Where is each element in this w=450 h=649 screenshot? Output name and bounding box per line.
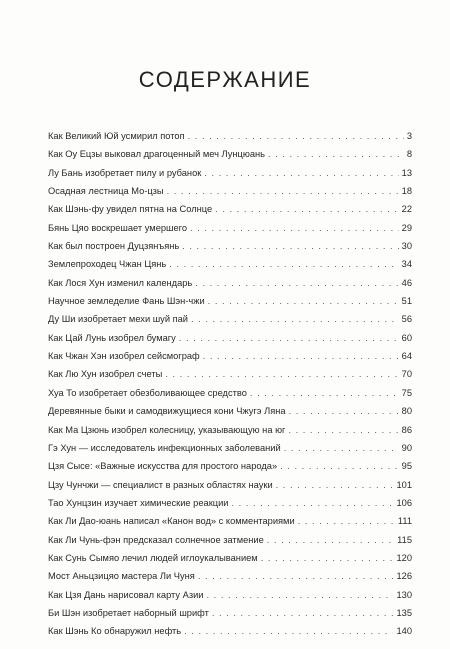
toc-dot-leader [204,164,398,182]
toc-entry-title: Цзя Сысе: «Важные искусства для простого народа» [48,461,278,472]
toc-entry-title: Как Лю Хун изобрел счеты [48,369,163,380]
toc-entry-title: Ду Ши изобретает мехи шуй пай [48,314,188,325]
toc-entry-title: Как был построен Дуцзянъянь [48,241,180,252]
page-title: СОДЕРЖАНИЕ [138,66,312,92]
toc-entry [48,255,412,273]
toc-entry-page-number: 64 [401,351,412,362]
toc-dot-leader [289,402,399,420]
toc-entry [48,494,412,512]
toc-dot-leader [276,476,394,494]
toc-dot-leader [167,182,399,200]
toc-entry-page-number: 75 [401,387,412,398]
toc-entry [48,604,412,622]
toc-dot-leader [198,567,394,585]
toc-entry-page-number: 135 [396,607,412,618]
toc-entry [48,182,412,200]
toc-entry-page-number: 18 [401,186,412,197]
toc-entry [48,421,412,439]
toc-entry [48,402,412,420]
toc-dot-leader [280,457,399,475]
toc-entry [48,622,412,640]
toc-dot-leader [190,219,399,237]
toc-entry-page-number: 140 [396,626,412,637]
toc-entry [48,164,412,182]
toc-entry-title: Научное земледелие Фань Шэн-чжи [48,296,205,307]
table-of-contents [48,127,412,641]
toc-entry [48,439,412,457]
toc-entry-title: Бянь Цяо воскрешает умершего [48,222,188,233]
toc-dot-leader [169,255,398,273]
toc-entry [48,457,412,475]
toc-entry-page-number: 46 [401,277,412,288]
toc-entry-page-number: 30 [401,241,412,252]
toc-dot-leader [208,292,399,310]
toc-dot-leader [188,127,404,145]
toc-entry-page-number: 34 [401,259,412,270]
toc-entry [48,310,412,328]
toc-dot-leader [165,365,398,383]
toc-entry [48,145,412,163]
toc-entry [48,512,412,530]
toc-entry-title: Как Сунь Сымяо лечил людей иглоукалыванием [48,552,258,563]
toc-entry-title: Как Ли Дао-юань написал «Канон вод» с комментариями [48,516,295,527]
toc-dot-leader [191,310,399,328]
toc-entry-title: Как Ли Чунь-фэн предсказал солнечное затмение [48,534,264,545]
toc-entry-title: Землепроходец Чжан Цянь [48,259,167,270]
toc-entry-title: Осадная лестница Мо-цзы [48,186,164,197]
toc-entry-page-number: 8 [406,149,412,160]
toc-entry-title: Как Ма Цзюнь изобрел колесницу, указывающую на юг [48,424,286,435]
toc-entry-page-number: 80 [401,406,412,417]
toc-entry-page-number: 95 [401,461,412,472]
toc-entry-page-number: 126 [396,571,412,582]
toc-entry-page-number: 56 [401,314,412,325]
toc-entry-page-number: 90 [401,442,412,453]
toc-dot-leader [212,604,394,622]
toc-entry-title: Как Шэнь-фу увидел пятна на Солнце [48,204,213,215]
toc-dot-leader [250,384,399,402]
toc-entry-title: Как Цзя Дань нарисовал карту Азии [48,589,204,600]
toc-dot-leader [288,421,398,439]
toc-entry [48,365,412,383]
toc-entry [48,476,412,494]
toc-entry [48,567,412,585]
toc-entry [48,219,412,237]
toc-entry [48,237,412,255]
toc-entry [48,531,412,549]
toc-dot-leader [268,145,404,163]
toc-entry [48,200,412,218]
toc-entry-title: Цзу Чунчжи — специалист в разных областях науки [48,479,273,490]
toc-entry-page-number: 60 [401,332,412,343]
toc-entry-title: Гэ Хун — исследователь инфекционных заболеваний [48,442,281,453]
toc-dot-leader [206,586,393,604]
toc-entry [48,549,412,567]
toc-entry [48,347,412,365]
toc-entry [48,586,412,604]
toc-entry-page-number: 115 [397,534,412,545]
toc-dot-leader [179,329,399,347]
toc-entry-title: Лу Бань изобретает пилу и рубанок [48,167,202,178]
toc-entry-title: Тао Хунцзин изучает химические реакции [48,497,229,508]
toc-entry-page-number: 101 [396,479,412,490]
toc-entry-title: Как Великий Юй усмирил потоп [48,131,185,141]
toc-entry [48,292,412,310]
toc-entry-title: Хуа То изобретает обезболивающее средство [48,387,247,398]
toc-entry-page-number: 130 [396,589,412,600]
toc-entry-page-number: 13 [401,167,412,178]
toc-entry-page-number: 86 [401,424,412,435]
toc-entry [48,274,412,292]
toc-dot-leader [184,622,393,640]
toc-entry-page-number: 22 [401,204,412,215]
toc-entry-page-number: 120 [396,552,412,563]
toc-entry [48,329,412,347]
toc-dot-leader [195,274,398,292]
toc-entry-page-number: 111 [397,516,412,527]
toc-dot-leader [215,200,398,218]
toc-entry-page-number: 29 [401,222,412,233]
toc-entry-title: Как Шэнь Ко обнаружил нефть [48,626,182,637]
toc-dot-leader [203,347,399,365]
toc-entry-page-number: 106 [396,497,412,508]
toc-entry-page-number: 70 [401,369,412,380]
toc-entry [48,127,412,145]
toc-entry-title: Как Цай Лунь изобрел бумагу [48,332,176,343]
toc-entry-title: Би Шэн изобретает наборный шрифт [48,607,209,618]
toc-dot-leader [284,439,399,457]
toc-dot-leader [298,512,395,530]
toc-entry-title: Как Чжан Хэн изобрел сейсмограф [48,351,200,362]
toc-entry-page-number: 51 [401,296,412,307]
toc-entry-title: Мост Аньцзицяо мастера Ли Чуня [48,571,195,582]
toc-dot-leader [261,549,394,567]
toc-entry-title: Деревянные быки и самодвижущиеся кони Чжугэ Ляна [48,406,286,417]
toc-dot-leader [182,237,398,255]
toc-entry-title: Как Оу Ецзы выковал драгоценный меч Лунцюань [48,149,265,160]
toc-dot-leader [231,494,393,512]
toc-entry-page-number: 3 [406,131,412,141]
toc-entry-title: Как Лося Хун изменил календарь [48,277,193,288]
toc-dot-leader [267,531,394,549]
toc-entry [48,384,412,402]
